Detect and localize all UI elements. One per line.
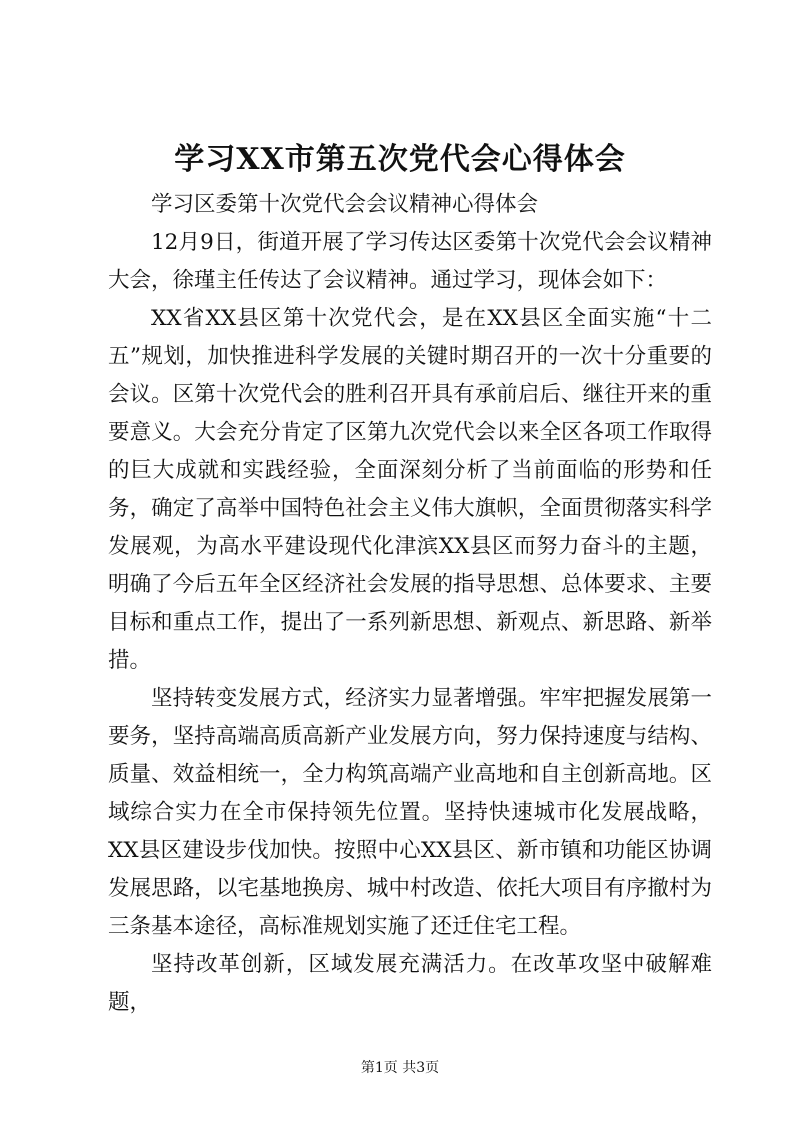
page-footer: 第1页 共3页 — [360, 1060, 440, 1076]
document-title: 学习XX市第五次党代会心得体会 — [174, 142, 626, 177]
body-paragraph: XX省XX县区第十次党代会，是在XX县区全面实施“十二五”规划，加快推进科学发展的关键时期召开的一次十分重要的会议。区第十次党代会的胜利召开具有承前启后、继往开来的重要意义。大会充分肯定了区第九次党代会以来全区各项工作取得的巨大成就和实践经验，全面深刻分析了当前面临的形势和任务，确定了高举中国特色社会主义伟大旗帜，全面贯彻落实科学发展观，为高水平建设现代化津滨XX县区而努力奋斗的主题，明确了今后五年全区经济社会发展的指导思想、总体要求、主要目标和重点工作，提出了一系列新思想、新观点、新思路、新举措。 — [108, 306, 712, 673]
body-paragraph: 12月9日，街道开展了学习传达区委第十次党代会会议精神大会，徐瑾主任传达了会议精神。通过学习，现体会如下： — [108, 230, 712, 293]
document-body — [108, 186, 712, 1022]
subtitle-paragraph: 学习区委第十次党代会会议精神心得体会 — [151, 192, 539, 217]
body-paragraph: 坚持改革创新，区域发展充满活力。在改革攻坚中破解难题， — [108, 952, 712, 1015]
body-paragraph: 坚持转变发展方式，经济实力显著增强。牢牢把握发展第一要务，坚持高端高质高新产业发展方向，努力保持速度与结构、质量、效益相统一，全力构筑高端产业高地和自主创新高地。区域综合实力在全市保持领先位置。坚持快速城市化发展战略，XX县区建设步伐加快。按照中心XX县区、新市镇和功能区协调发展思路，以宅基地换房、城中村改造、依托大项目有序撤村为三条基本途径，高标准规划实施了还迁住宅工程。 — [108, 686, 712, 939]
